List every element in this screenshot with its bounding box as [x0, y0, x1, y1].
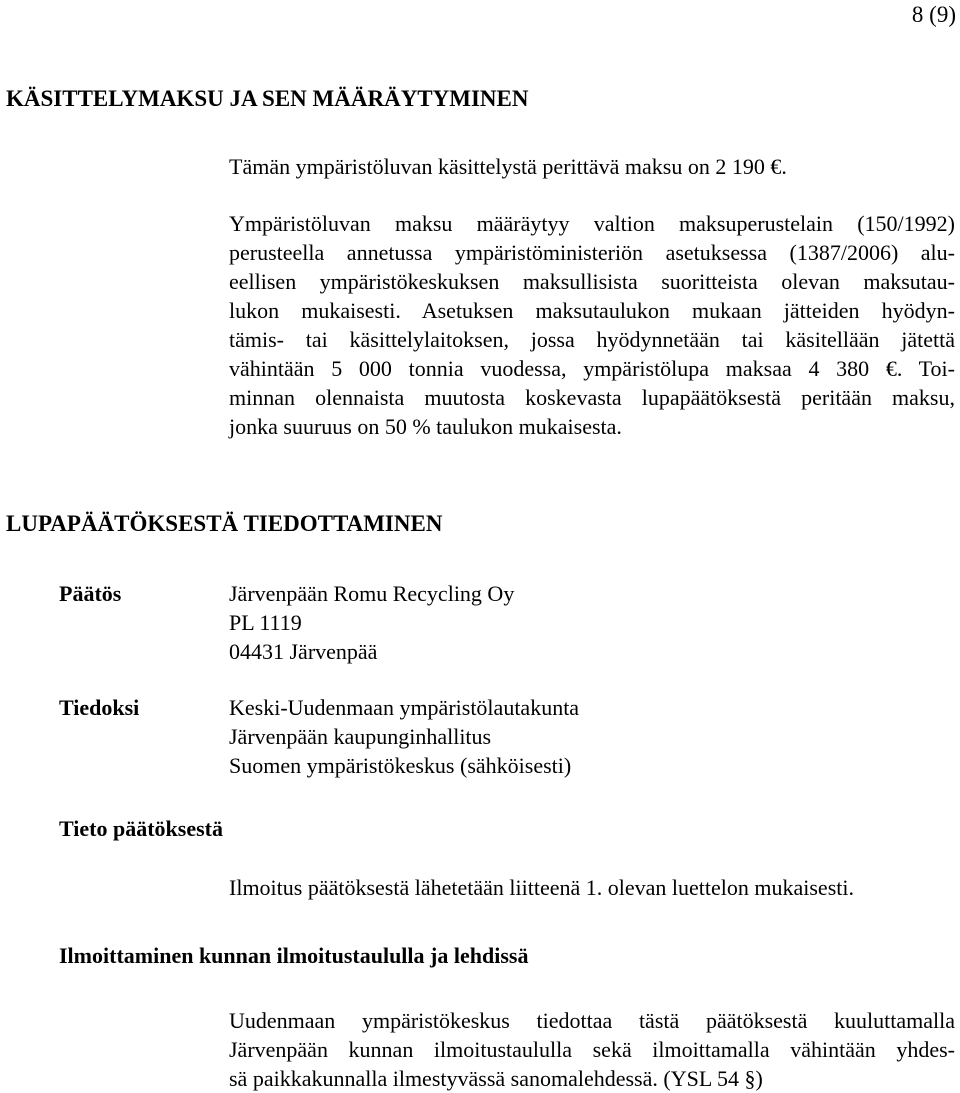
fee-paragraph-line: eellisen ympäristökeskuksen maksullisista suoritteista olevan maksutau-: [229, 269, 955, 294]
announcement-line: Järvenpään kunnan ilmoitustaululla sekä ilmoittamalla vähintään yhdes-: [229, 1037, 955, 1062]
fee-intro: Tämän ympäristöluvan käsittelystä perittävä maksu on 2 190 €.: [229, 154, 787, 179]
fee-paragraph-line: jonka suuruus on 50 % taulukon mukaisesta.: [229, 414, 622, 439]
info-label: Tiedoksi: [59, 695, 140, 720]
announcement-line: Uudenmaan ympäristökeskus tiedottaa tästä päätöksestä kuuluttamalla: [229, 1008, 955, 1033]
info-recipient-line: Keski-Uudenmaan ympäristölautakunta: [229, 695, 580, 720]
decision-recipient-line: PL 1119: [229, 610, 302, 635]
fee-paragraph-line: perusteella annetussa ympäristöministeriön asetuksessa (1387/2006) alu-: [229, 240, 955, 265]
fee-paragraph-line: Ympäristöluvan maksu määräytyy valtion maksuperustelain (150/1992): [229, 211, 955, 236]
fee-section-heading: KÄSITTELYMAKSU JA SEN MÄÄRÄYTYMINEN: [6, 86, 529, 111]
announcement-paragraph: [229, 1006, 955, 1093]
fee-paragraph-line: minnan olennaista muutosta koskevasta lupapäätöksestä peritään maksu,: [229, 385, 955, 410]
page-number: 8 (9): [911, 2, 956, 27]
notification-section-heading: LUPAPÄÄTÖKSESTÄ TIEDOTTAMINEN: [6, 511, 443, 536]
decision-label: Päätös: [59, 581, 122, 606]
fee-paragraph-line: lukon mukaisesti. Asetuksen maksutaulukon mukaan jätteiden hyödyn-: [229, 298, 955, 323]
announcement-line: sä paikkakunnalla ilmestyvässä sanomalehdessä. (YSL 54 §): [229, 1066, 763, 1091]
knowledge-label: Tieto päätöksestä: [59, 816, 223, 841]
knowledge-text: Ilmoitus päätöksestä lähetetään liitteenä 1. olevan luettelon mukaisesti.: [229, 875, 854, 900]
info-recipients: [229, 693, 579, 780]
decision-recipient-line: 04431 Järvenpää: [229, 639, 378, 664]
info-recipient-line: Järvenpään kaupunginhallitus: [229, 724, 492, 749]
info-recipient-line: Suomen ympäristökeskus (sähköisesti): [229, 753, 572, 778]
decision-recipient-line: Järvenpään Romu Recycling Oy: [229, 581, 515, 606]
fee-paragraph-line: vähintään 5 000 tonnia vuodessa, ympäristölupa maksaa 4 380 €. Toi-: [229, 356, 955, 381]
fee-paragraph: [229, 209, 955, 441]
fee-paragraph-line: tämis- tai käsittelylaitoksen, jossa hyödynnetään tai käsitellään jätettä: [229, 327, 955, 352]
decision-recipient: [229, 579, 514, 666]
announcement-label: Ilmoittaminen kunnan ilmoitustaululla ja lehdissä: [59, 943, 529, 968]
